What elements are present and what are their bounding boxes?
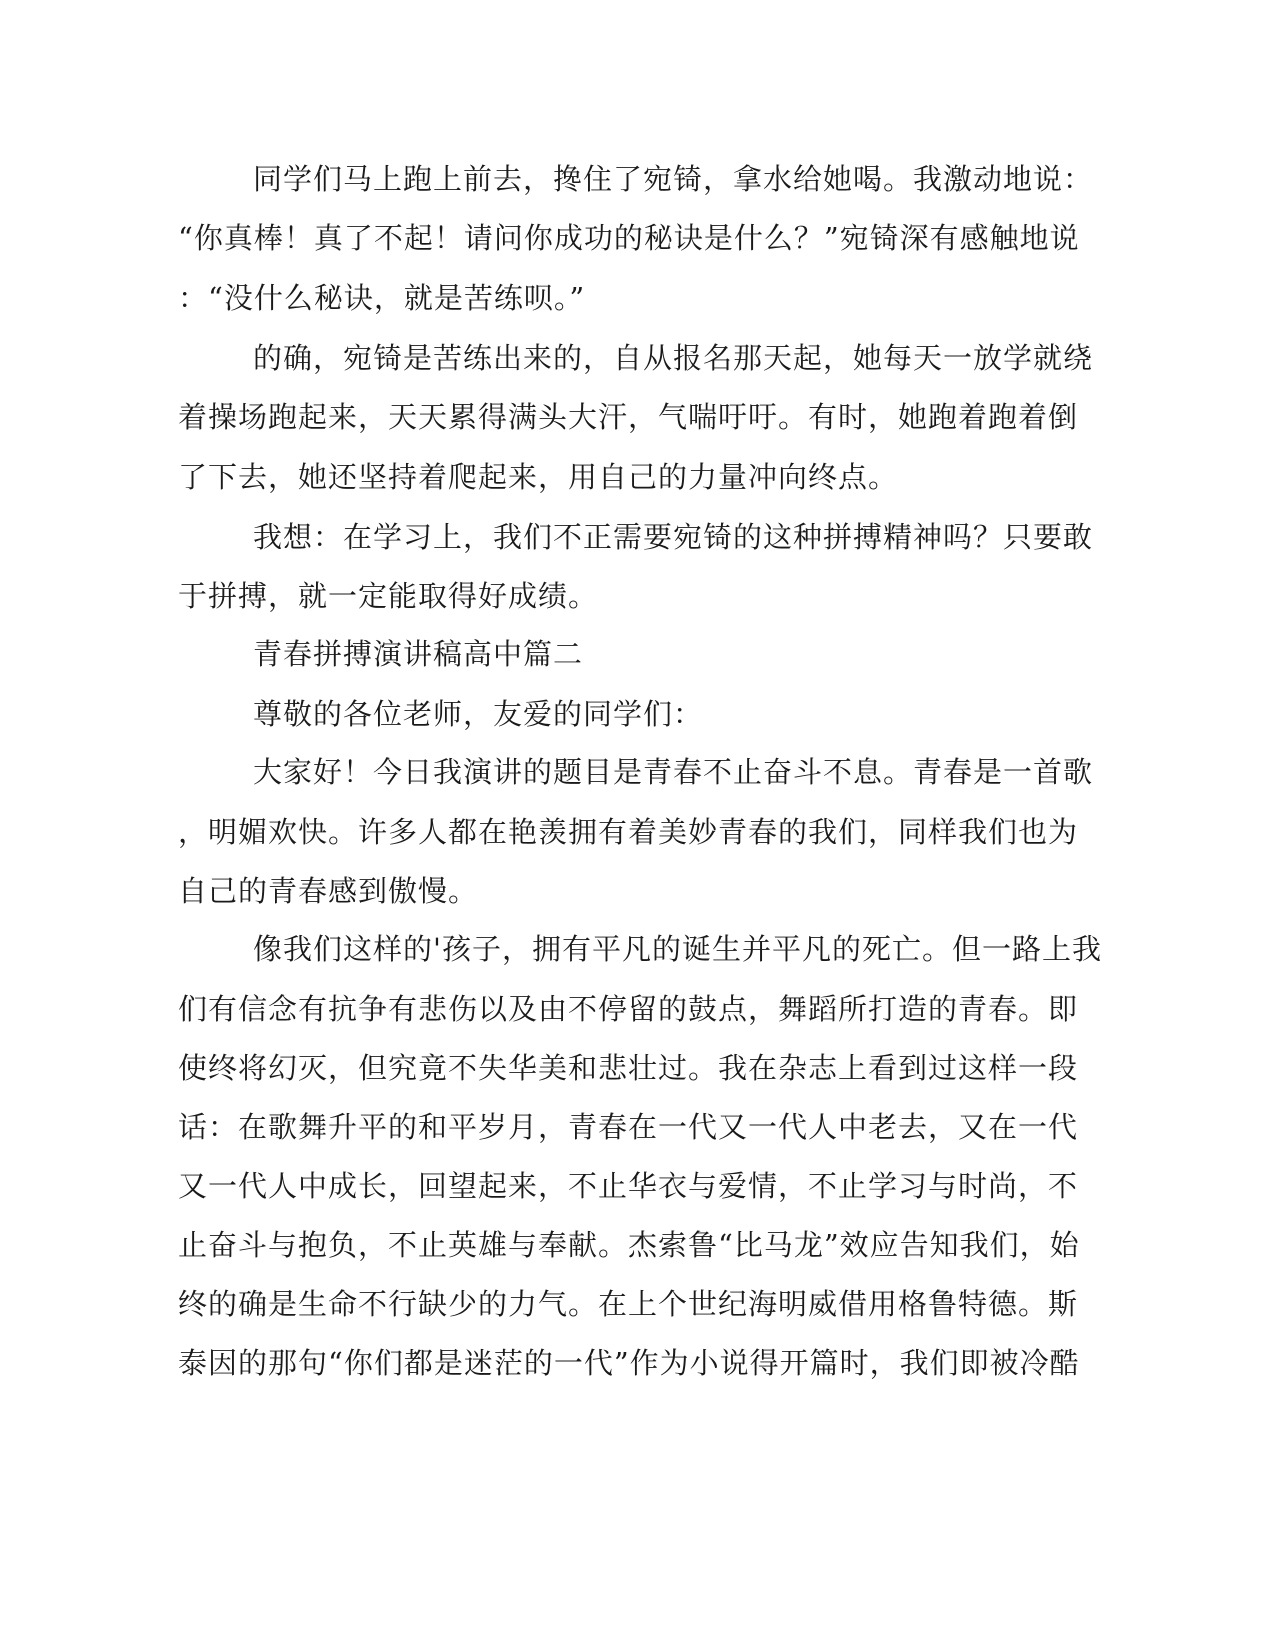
text-line: 使终将幻灭，但究竟不失华美和悲壮过。我在杂志上看到过这样一段 bbox=[178, 1051, 1079, 1085]
text-line: 我想：在学习上，我们不正需要宛锜的这种拼搏精神吗？只要敢 bbox=[253, 520, 1094, 554]
text-line: 像我们这样的'孩子，拥有平凡的诞生并平凡的死亡。但一路上我 bbox=[253, 932, 1102, 966]
text-line: 的确，宛锜是苦练出来的，自从报名那天起，她每天一放学就绕 bbox=[253, 341, 1094, 375]
text-line: 们有信念有抗争有悲伤以及由不停留的鼓点，舞蹈所打造的青春。即 bbox=[178, 992, 1079, 1026]
text-line: 了下去，她还坚持着爬起来，用自己的力量冲向终点。 bbox=[178, 460, 899, 494]
text-line: ，明媚欢快。许多人都在艳羡拥有着美妙青春的我们，同样我们也为 bbox=[178, 815, 1079, 849]
text-line: 话：在歌舞升平的和平岁月，青春在一代又一代人中老去，又在一代 bbox=[178, 1110, 1079, 1144]
text-line: 着操场跑起来，天天累得满头大汗，气喘吁吁。有时，她跑着跑着倒 bbox=[178, 400, 1079, 434]
text-line: 又一代人中成长，回望起来，不止华衣与爱情，不止学习与时尚，不 bbox=[178, 1169, 1079, 1203]
text-line: 泰因的那句“你们都是迷茫的一代”作为小说得开篇时，我们即被冷酷 bbox=[178, 1346, 1080, 1380]
text-line: 自己的青春感到傲慢。 bbox=[178, 874, 479, 908]
text-line: ：“没什么秘诀，就是苦练呗。” bbox=[178, 281, 586, 315]
text-line: 大家好！今日我演讲的题目是青春不止奋斗不息。青春是一首歌 bbox=[253, 755, 1094, 789]
text-line: 于拼搏，就一定能取得好成绩。 bbox=[178, 579, 599, 613]
salutation: 尊敬的各位老师，友爱的同学们： bbox=[253, 697, 704, 731]
section-heading: 青春拼搏演讲稿高中篇二 bbox=[253, 637, 584, 671]
text-line: “你真棒！真了不起！请问你成功的秘诀是什么？”宛锜深有感触地说 bbox=[178, 221, 1080, 255]
text-line: 终的确是生命不行缺少的力气。在上个世纪海明威借用格鲁特德。斯 bbox=[178, 1287, 1079, 1321]
text-line: 同学们马上跑上前去，搀住了宛锜，拿水给她喝。我激动地说： bbox=[253, 162, 1094, 196]
text-line: 止奋斗与抱负，不止英雄与奉献。杰索鲁“比马龙”效应告知我们，始 bbox=[178, 1228, 1080, 1262]
